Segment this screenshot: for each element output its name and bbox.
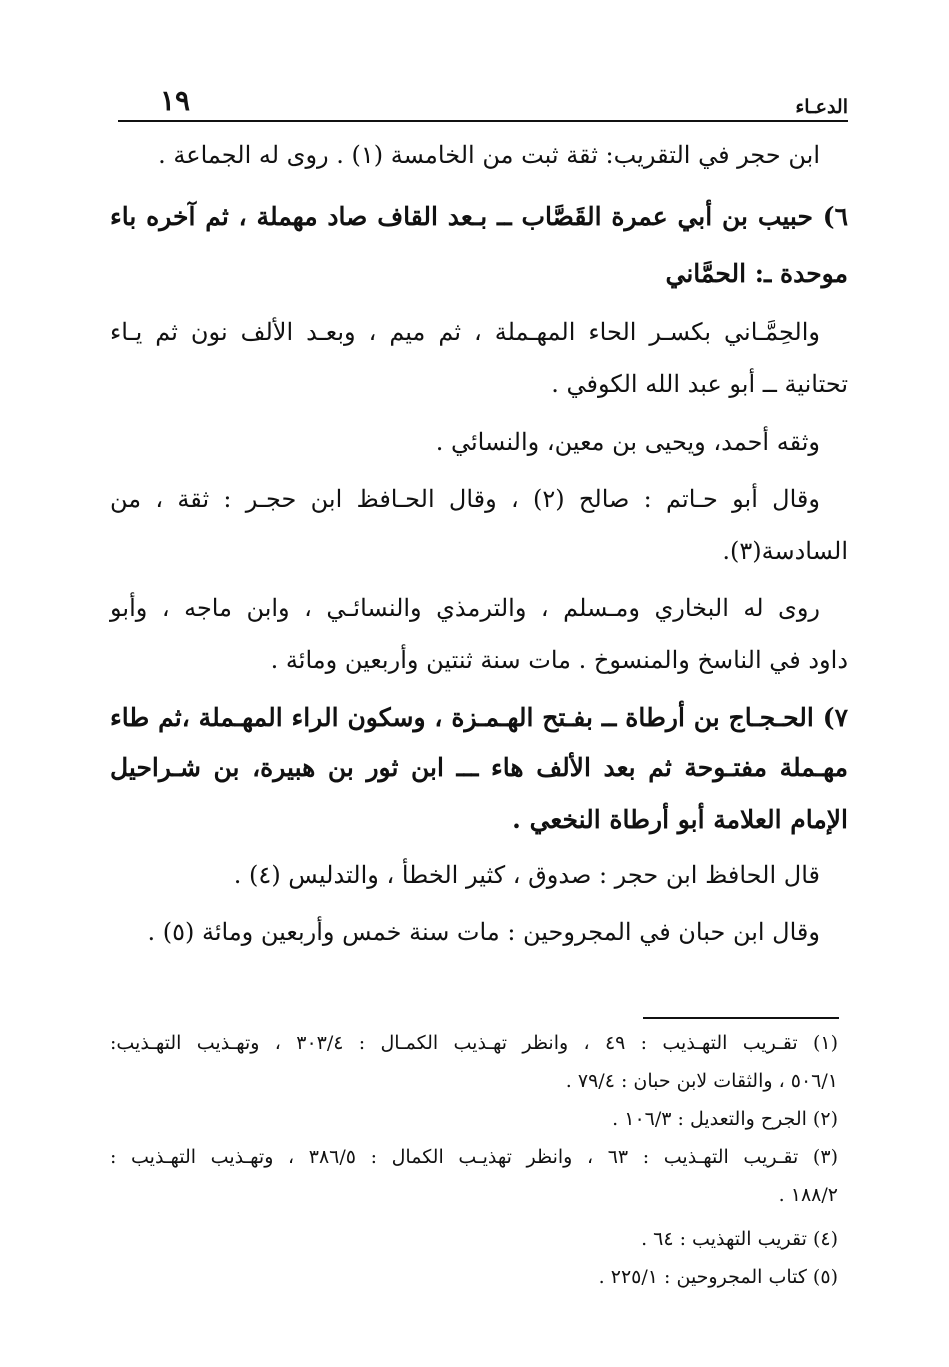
header-rule <box>118 120 848 122</box>
footnote-4: (٤) تقريب التهذيب : ٦٤ . <box>641 1228 838 1250</box>
body-line: وثقه أحمد، ويحيى بن معين، والنسائي . <box>435 428 820 456</box>
body-line: قال الحافظ ابن حجر : صدوق ، كثير الخطأ ، والتدليس (٤) . <box>233 861 820 889</box>
entry-heading-7-cont: الإمام العلامة أبو أرطاة النخعي . <box>512 805 848 834</box>
running-title: الدعـاء <box>795 96 848 118</box>
body-line: والحِمَّـاني بكسـر الحاء المهـملة ، ثم ميم ، وبعـد الألف نون ثم يـاء <box>110 318 820 346</box>
footnote-1-cont: ٥٠٦/١ ، والثقات لابن حبان : ٧٩/٤ . <box>565 1070 838 1092</box>
entry-heading-7-cont: مهـملة مفتـوحة ثم بعد الألف هاء ـــ ابن ثور بن هبيرة، بن شـراحيل <box>110 753 848 782</box>
entry-heading-7: ٧) الحـجـاج بن أرطاة ــ بفـتح الهـمـزة ، وسكون الراء المهـملة ،ثم طاء <box>110 703 848 732</box>
entry-heading-6: ٦) حبيب بن أبي عمرة القَصَّاب ــ بـعد القاف صاد مهملة ، ثم آخره باء <box>110 202 848 231</box>
body-line: داود في الناسخ والمنسوخ . مات سنة ثنتين وأربعين ومائة . <box>270 646 848 674</box>
footnote-3-cont: ١٨٨/٢ . <box>778 1184 838 1206</box>
footnote-5: (٥) كتاب المجروحين : ٢٢٥/١ . <box>598 1266 838 1288</box>
body-line: روى له البخاري ومـسلم ، والترمذي والنسائـي ، وابن ماجه ، وأبو <box>110 594 820 622</box>
body-line: ابن حجر في التقريب: ثقة ثبت من الخامسة (١) . روى له الجماعة . <box>158 141 820 169</box>
page-header <box>118 84 848 120</box>
body-line: وقال أبو حـاتم : صالح (٢) ، وقال الحـافظ ابن حجـر : ثقة ، من <box>110 485 820 513</box>
entry-heading-6-cont: موحدة ـ: الحمَّاني <box>665 259 848 288</box>
page-number: ١٩ <box>160 84 191 117</box>
footnote-3: (٣) تقـريب التهـذيب : ٦٣ ، وانظر تهذيـب الكمال : ٣٨٦/٥ ، وتهـذيب التهـذيب : <box>110 1146 838 1168</box>
footnote-2: (٢) الجرح والتعديل : ١٠٦/٣ . <box>612 1108 838 1130</box>
body-line: السادسة(٣). <box>722 537 848 565</box>
body-line: تحتانية ــ أبو عبد الله الكوفي . <box>551 370 848 398</box>
footnote-1: (١) تقـريب التهـذيب : ٤٩ ، وانظر تهـذيب الكمـال : ٣٠٣/٤ ، وتهـذيب التهـذيب: <box>110 1032 839 1054</box>
body-line: وقال ابن حبان في المجروحين : مات سنة خمس وأربعين ومائة (٥) . <box>147 918 820 946</box>
footnote-separator <box>643 1017 839 1019</box>
